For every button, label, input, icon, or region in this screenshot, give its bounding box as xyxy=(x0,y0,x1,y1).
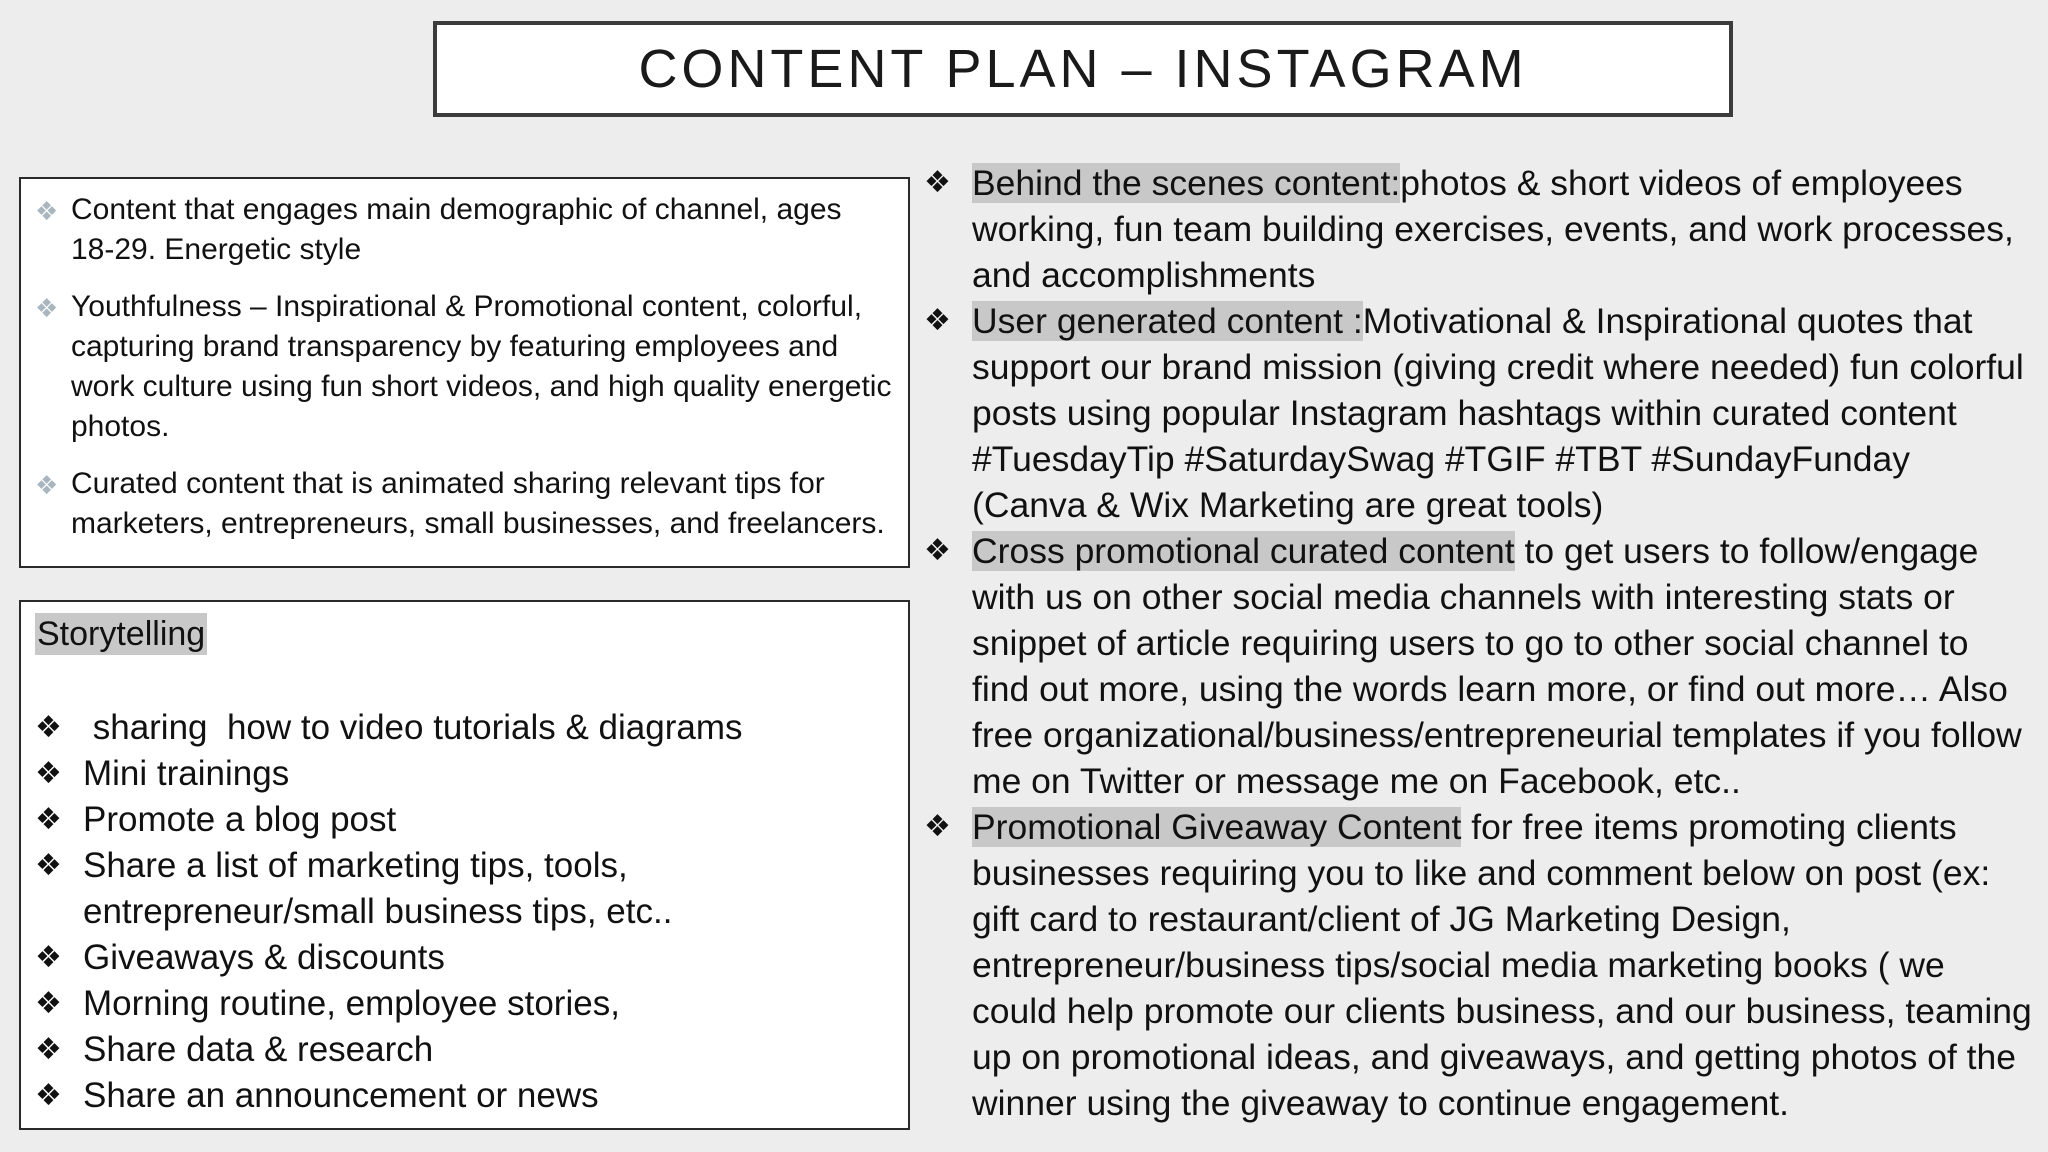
storytelling-item xyxy=(35,1027,894,1073)
content-type-item xyxy=(924,160,2034,298)
storytelling-item-text: Promote a blog post xyxy=(83,800,397,839)
content-type-body xyxy=(972,160,2034,298)
audience-item xyxy=(35,464,892,544)
content-type-label: Promotional Giveaway Content xyxy=(972,807,1462,847)
storytelling-item xyxy=(35,843,894,935)
audience-list xyxy=(35,190,892,544)
title-box xyxy=(433,21,1733,117)
diamond-bullet-icon: ❖ xyxy=(35,470,59,500)
diamond-bullet-icon: ❖ xyxy=(924,810,951,843)
storytelling-item-text: Mini trainings xyxy=(83,754,290,793)
diamond-bullet-icon: ❖ xyxy=(35,941,62,974)
storytelling-heading: Storytelling xyxy=(37,615,206,653)
diamond-bullet-icon: ❖ xyxy=(924,304,951,337)
storytelling-item xyxy=(35,935,894,981)
diamond-bullet-icon: ❖ xyxy=(924,534,951,567)
content-type-body xyxy=(972,528,2034,804)
storytelling-item xyxy=(35,705,894,751)
storytelling-item xyxy=(35,751,894,797)
audience-item xyxy=(35,287,892,447)
content-type-body xyxy=(972,804,2034,1126)
diamond-bullet-icon: ❖ xyxy=(35,711,62,744)
diamond-bullet-icon: ❖ xyxy=(35,1079,62,1112)
content-type-label: Cross promotional curated content xyxy=(972,531,1515,571)
storytelling-item-text: Share a list of marketing tips, tools, entrepreneur/small business tips, etc.. xyxy=(83,846,673,931)
content-type-item xyxy=(924,298,2034,528)
content-type-text: Motivational & Inspirational quotes that support our brand mission (giving credit where needed) fun colorful posts using popular Instagram hashtags within curated content #TuesdayTip #SaturdaySwag #TGIF #TBT #SundayFunday (Canva & Wix Marketing are great tools) xyxy=(972,301,2024,525)
diamond-bullet-icon: ❖ xyxy=(924,166,951,199)
storytelling-item-text: Share an announcement or news xyxy=(83,1076,599,1115)
storytelling-list xyxy=(35,705,894,1119)
diamond-bullet-icon: ❖ xyxy=(35,849,62,882)
diamond-bullet-icon: ❖ xyxy=(35,196,59,226)
content-type-body xyxy=(972,298,2034,528)
content-types-list xyxy=(924,160,2034,1126)
content-type-item xyxy=(924,804,2034,1126)
storytelling-item-text: Giveaways & discounts xyxy=(83,938,445,977)
content-type-label: Behind the scenes content: xyxy=(972,163,1401,203)
audience-item-text: Curated content that is animated sharing relevant tips for marketers, entrepreneurs, small businesses, and freelancers. xyxy=(71,467,885,540)
content-type-text: to get users to follow/engage with us on other social media channels with interesting stats or snippet of article requiring users to go to other social channel to find out more, using the words learn more, or find out more… Also free organizational/business/entrepreneurial templates if you follow me on Twitter or message me on Facebook, etc.. xyxy=(972,531,2022,801)
storytelling-item xyxy=(35,797,894,843)
storytelling-item xyxy=(35,1073,894,1119)
diamond-bullet-icon: ❖ xyxy=(35,1033,62,1066)
audience-item-text: Content that engages main demographic of channel, ages 18-29. Energetic style xyxy=(71,193,842,266)
diamond-bullet-icon: ❖ xyxy=(35,987,62,1020)
audience-item-text: Youthfulness – Inspirational & Promotional content, colorful, capturing brand transparency by featuring employees and work culture using fun short videos, and high quality energetic photos. xyxy=(71,290,892,443)
content-type-text: photos & short videos of employees working, fun team building exercises, events, and work processes, and accomplishments xyxy=(972,163,2014,295)
page-title: CONTENT PLAN – INSTAGRAM xyxy=(638,39,1528,99)
content-type-label: User generated content : xyxy=(972,301,1363,341)
content-type-item xyxy=(924,528,2034,804)
diamond-bullet-icon: ❖ xyxy=(35,757,62,790)
diamond-bullet-icon: ❖ xyxy=(35,293,59,323)
audience-item xyxy=(35,190,892,270)
audience-box xyxy=(19,177,910,568)
storytelling-item-text: Share data & research xyxy=(83,1030,434,1069)
storytelling-item-text: Morning routine, employee stories, xyxy=(83,984,620,1023)
storytelling-box xyxy=(19,600,910,1130)
diamond-bullet-icon: ❖ xyxy=(35,803,62,836)
storytelling-item xyxy=(35,981,894,1027)
storytelling-item-text: sharing how to video tutorials & diagrams xyxy=(83,708,743,747)
content-type-text: for free items promoting clients businesses requiring you to like and comment below on post (ex: gift card to restaurant/client of JG Marketing Design, entrepreneur/business tips/social media marketing books ( we could help promote our clients business, and our business, teaming up on promotional ideas, and giveaways, and getting photos of the winner using the giveaway to continue engagement. xyxy=(972,807,2032,1123)
